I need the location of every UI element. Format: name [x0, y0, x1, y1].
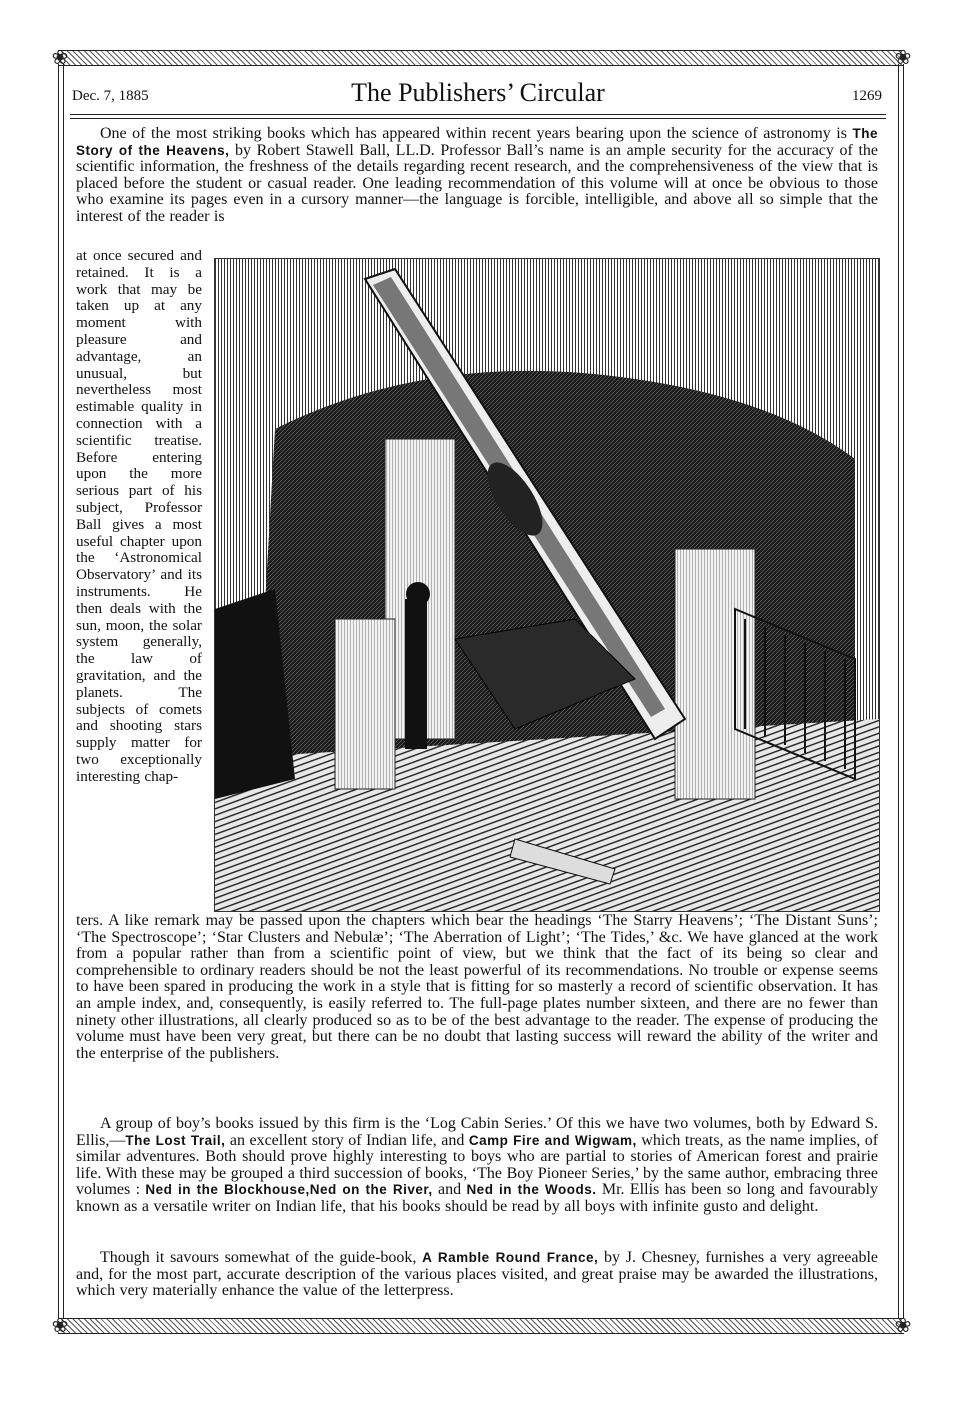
- book-title: Ned on the River,: [309, 1182, 433, 1198]
- book-title: The Story of the Heavens,: [76, 126, 878, 158]
- book-title: Ned in the Woods.: [466, 1182, 597, 1198]
- book-title: A Ramble Round France,: [422, 1250, 599, 1265]
- book-title: Ned in the Blockhouse,: [145, 1182, 310, 1198]
- narrow-column-text: at once secured and retained. It is a work that may be taken up at any moment with pleasure and advantage, an unusual, but nevertheless most estimable quality in connection with a scientific treatise. Before entering upon the more serious part of his subject, Professor Ball gives a most useful chapter upon the ‘Astronomical Observatory’ and its instruments. He then deals with the sun, moon, the solar system generally, the law of gravitation, and the planets. The subjects of comets and shooting stars supply matter for two exceptionally interesting chap-: [76, 247, 202, 785]
- review-paragraph-2: ters. A like remark may be passed upon the chapters which bear the headings ‘The Starry Heavens’; ‘The Distant Suns’; ‘The Spectroscope’; ‘Star Clusters and Nebulæ’; ‘The Aberration of Light’; ‘The Tides,’ &c. We have glanced at the work from a popular rather than from a scientific point of view, but we think that the fact of its being so clear and comprehensible to ordinary readers should be not the least powerful of its recommendations. No trouble or expense seems to have been spared in producing the work in a style that is fitting for so masterly a record of scientific observation. It has an ample index, and, consequently, is easily referred to. The full-page plates number sixteen, and there are no fewer than ninety other illustrations, all clearly produced so as to be of the best advantage to the reader. The expense of producing the volume must have been very great, but there can be no doubt that lasting success will reward the ability of the writer and the enterprise of the publishers.: [76, 912, 878, 1062]
- header-rule: [70, 118, 886, 119]
- header-rule: [70, 114, 886, 115]
- page-header: [70, 78, 886, 110]
- review-paragraph-4: Though it savours somewhat of the guide-book, A Ramble Round France, by J. Chesney, furnishes a very agreeable and, for the most part, accurate description of the various places visited, and great praise may be awarded the illustrations, which very materially enhance the value of the letterpress.: [76, 1249, 879, 1300]
- ornament-corner-icon: ❀: [894, 1313, 912, 1337]
- book-title: Camp Fire and Wigwam,: [468, 1132, 637, 1148]
- ornament-corner-icon: ❀: [894, 45, 912, 69]
- border-right: [898, 64, 904, 1318]
- border-left: [58, 64, 64, 1318]
- publication-title: The Publishers’ Circular: [351, 78, 605, 107]
- ornament-corner-icon: ❀: [51, 45, 69, 69]
- book-title: The Lost Trail,: [125, 1132, 226, 1148]
- ornament-corner-icon: ❀: [51, 1313, 69, 1337]
- page-number: 1269: [852, 88, 882, 104]
- ornamental-border-bottom: [58, 1318, 904, 1334]
- review-paragraph-1: One of the most striking books which has appeared within recent years bearing upon the science of astronomy is The Story of the Heavens, by Robert Stawell Ball, LL.D. Professor Ball’s name is an ample security for the accuracy of the scientific information, the freshness of the details regarding recent research, and the comprehensiveness of the view that is placed before the student or casual reader. One leading recommendation of this volume will at once be obvious to those who examine its pages even in a cursory manner—the language is forcible, intelligible, and above all so simple that the interest of the reader is: [76, 125, 878, 225]
- review-paragraph-3: A group of boy’s books issued by this firm is the ‘Log Cabin Series.’ Of this we have two volumes, both by Edward S. Ellis,—The Lost Trail, an excellent story of Indian life, and Camp Fire and Wigwam, which treats, as the name implies, of similar adventures. Both should prove highly interesting to boys who are partial to stories of American forest and prairie life. With these may be grouped a third succession of books, ‘The Boy Pioneer Series,’ by the same author, embracing three volumes : Ned in the Blockhouse,Ned on the River, and Ned in the Woods. Mr. Ellis has been so long and favourably known as a versatile writer on Indian life, that his books should be read by all boys with infinite gusto and delight.: [76, 1115, 879, 1215]
- telescope-engraving: [214, 258, 880, 912]
- issue-date: Dec. 7, 1885: [72, 88, 149, 104]
- ornamental-border-top: [58, 50, 904, 66]
